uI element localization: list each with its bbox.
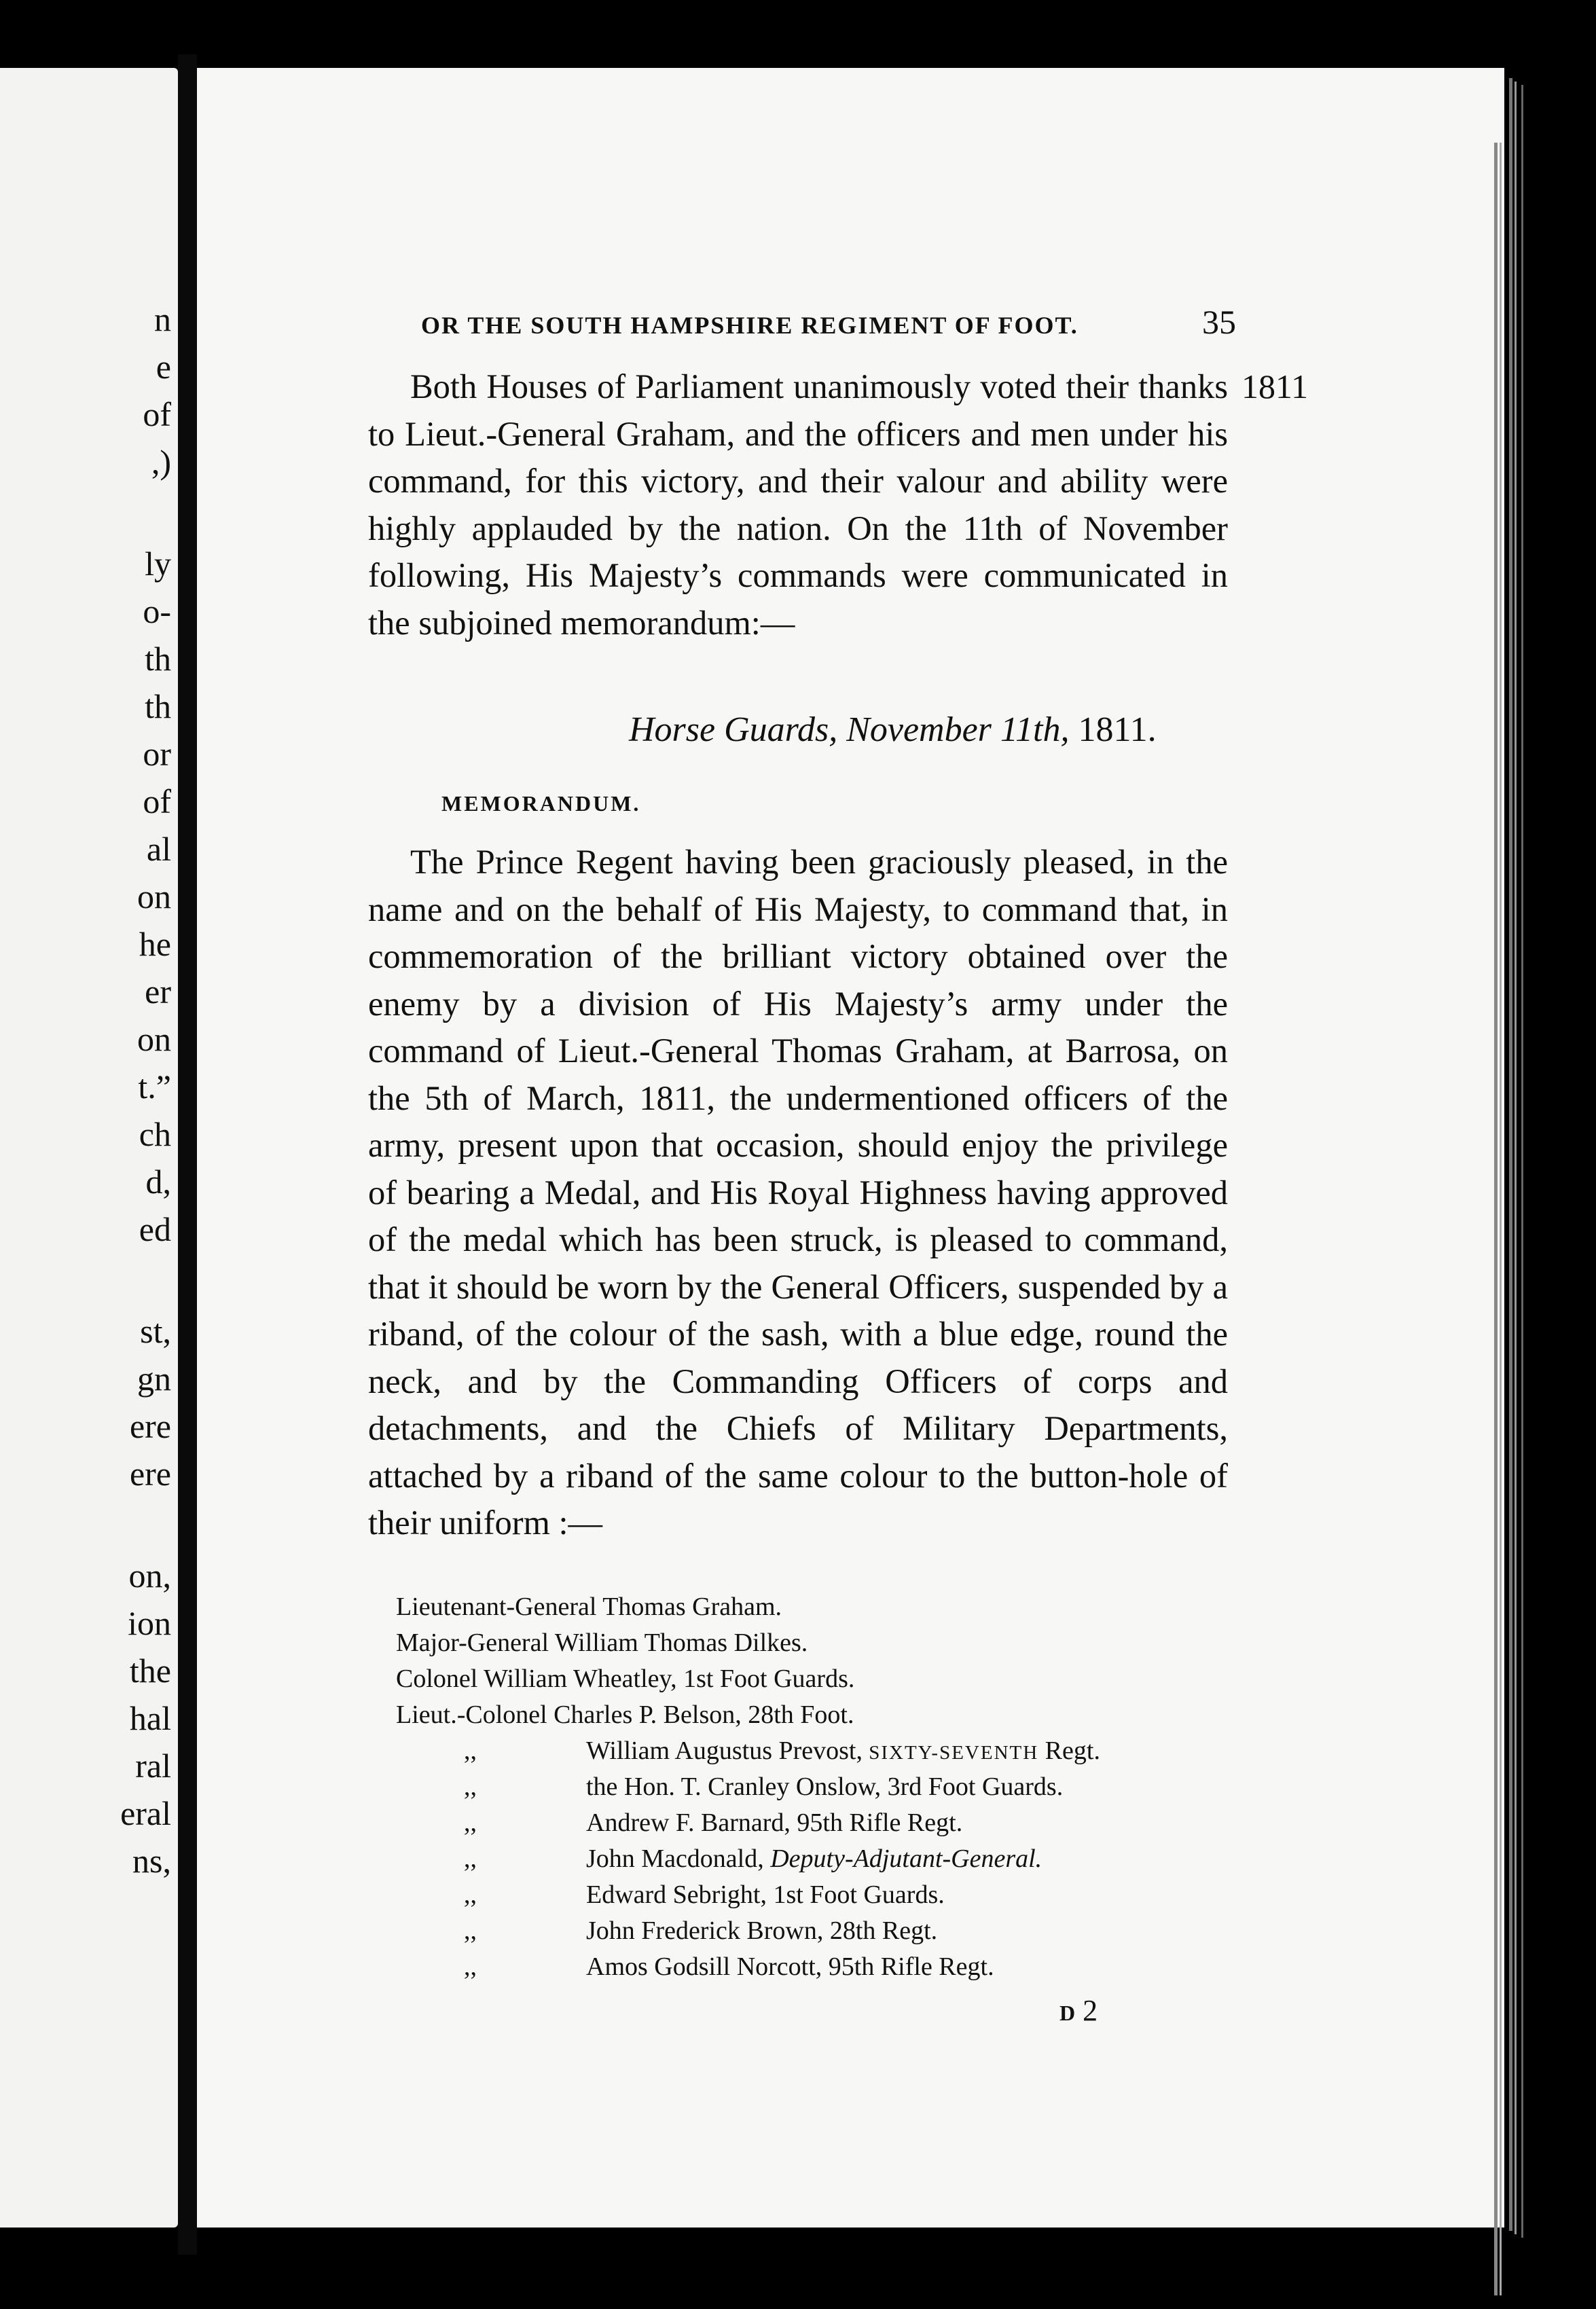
officer-name: John Frederick Brown, 28th Regt.	[586, 1916, 938, 1945]
dateline	[629, 710, 1157, 750]
ditto-mark: ,,	[464, 1844, 477, 1873]
previous-page-fragment: eral	[120, 1794, 171, 1832]
dateline-year: 1811.	[1078, 710, 1157, 749]
officer-row: Lieutenant-General Thomas Graham.	[396, 1593, 782, 1621]
officer-row-ditto	[396, 1913, 1279, 1949]
margin-year: 1811	[1241, 367, 1309, 405]
previous-page-fragment: he	[139, 925, 171, 963]
officer-list	[396, 1589, 1279, 1985]
officer-name: John Macdonald, Deputy-Adjutant-General.	[586, 1844, 1042, 1873]
previous-page-fragment: e	[156, 348, 171, 386]
officer-name: William Augustus Prevost, SIXTY-SEVENTH Regt.	[586, 1737, 1100, 1765]
ditto-mark: ,,	[464, 1808, 477, 1837]
previous-page-fragment: of	[143, 395, 171, 433]
officer-row-ditto	[396, 1733, 1279, 1769]
previous-page-fragment: ion	[128, 1604, 171, 1642]
previous-page-fragment: st,	[140, 1312, 171, 1350]
previous-page-fragment: ed	[139, 1210, 171, 1248]
ditto-mark: ,,	[464, 1772, 477, 1801]
signature-letter: D	[1059, 2001, 1076, 2025]
previous-page-fragment: er	[145, 972, 171, 1011]
officer-name: Edward Sebright, 1st Foot Guards.	[586, 1880, 945, 1909]
ditto-mark: ,,	[464, 1880, 477, 1909]
previous-page-fragment: t.”	[138, 1068, 171, 1106]
officer-row-ditto	[396, 1877, 1279, 1913]
ditto-mark: ,,	[464, 1952, 477, 1981]
previous-page-fragment: al	[146, 830, 171, 868]
paragraph-memorandum: The Prince Regent having been graciously pleased, in the name and on the behalf of His Majesty, to command that, in commemoration of the brilliant victory obtained over the enemy by a division of His Majesty’s army under the command of Lieut.-General Thomas Graham, at Barrosa, on the 5th of March, 1811, the undermentioned officers of the army, present upon that occasion, should enjoy the privilege of bearing a Medal, and His Royal Highness having approved of the medal which has been struck, is pleased to command, that it should be worn by the General Officers, suspended by a riband, of the colour of the sash, with a blue edge, round the neck, and by the Commanding Officers of corps and detachments, and the Chiefs of Military Departments, attached by a riband of the same colour to the button-hole of their uniform :—	[368, 843, 1228, 1542]
previous-page-fragment: hal	[129, 1699, 171, 1737]
previous-page-fragment: ere	[129, 1407, 171, 1445]
previous-page-fragment: ral	[135, 1747, 171, 1785]
officer-name: Amos Godsill Norcott, 95th Rifle Regt.	[586, 1952, 994, 1981]
previous-page-fragment: of	[143, 782, 171, 820]
officer-row-ditto	[396, 1805, 1279, 1841]
book-gutter	[178, 54, 197, 2255]
previous-page-fragment: d,	[145, 1163, 171, 1201]
officer-name: Andrew F. Barnard, 95th Rifle Regt.	[586, 1808, 963, 1837]
previous-page-fragment: th	[145, 640, 171, 678]
previous-page-fragment: the	[129, 1652, 171, 1690]
officer-row-ditto	[396, 1949, 1279, 1985]
previous-page-fragment: n	[154, 300, 171, 338]
page-edge-line	[1500, 143, 1502, 2295]
previous-page-fragment: on,	[128, 1557, 171, 1595]
page-edge-line	[1509, 78, 1512, 2231]
officer-row-ditto	[396, 1841, 1279, 1877]
previous-page-fragment: th	[145, 687, 171, 725]
previous-page-fragment: gn	[137, 1360, 171, 1398]
previous-page-fragment: on	[137, 877, 171, 915]
previous-page-fragment: ch	[139, 1115, 171, 1153]
previous-page-fragment: ly	[145, 545, 171, 583]
previous-page-fragment: ,)	[151, 443, 171, 481]
paragraph-parliament: Both Houses of Parliament unanimously voted their thanks to Lieut.-General Graham, and the officers and men under his command, for this victory, and their valour and ability were highly applauded by the nation. On the 11th of November following, His Majesty’s commands were communicated in the subjoined memorandum:—	[368, 367, 1228, 642]
signature-mark	[1059, 1993, 1098, 2028]
page-number: 35	[1202, 303, 1236, 341]
running-head	[421, 302, 1236, 342]
memo-heading: MEMORANDUM.	[441, 791, 641, 816]
officer-name: the Hon. T. Cranley Onslow, 3rd Foot Guards.	[586, 1772, 1064, 1801]
officer-row: Colonel William Wheatley, 1st Foot Guards.	[396, 1665, 855, 1693]
previous-page-fragment: on	[137, 1020, 171, 1058]
officer-row-ditto	[396, 1769, 1279, 1805]
ditto-mark: ,,	[464, 1916, 477, 1945]
ditto-mark: ,,	[464, 1737, 477, 1765]
page-edge-line	[1515, 81, 1517, 2234]
previous-page-fragment: ns,	[132, 1842, 171, 1880]
previous-page-fragment: o-	[143, 592, 171, 630]
previous-page-edge	[0, 68, 178, 2228]
dateline-place: Horse Guards, November 11th,	[629, 710, 1070, 749]
previous-page-fragment: ere	[129, 1455, 171, 1493]
running-head-title: OR THE SOUTH HAMPSHIRE REGIMENT OF FOOT.	[421, 312, 1078, 339]
page-edge-line	[1521, 85, 1523, 2238]
signature-number: 2	[1083, 1994, 1098, 2027]
officer-row: Lieut.-Colonel Charles P. Belson, 28th Foot.	[396, 1701, 854, 1729]
previous-page-fragment: or	[143, 735, 171, 773]
officer-row: Major-General William Thomas Dilkes.	[396, 1629, 808, 1657]
page-edge-line	[1494, 143, 1498, 2295]
